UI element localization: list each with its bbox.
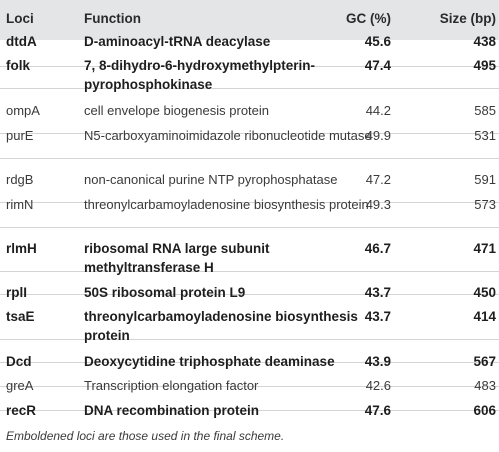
row-divider	[0, 227, 499, 228]
cell-size: 531	[474, 128, 496, 143]
cell-size: 450	[473, 285, 496, 300]
cell-locus: rlmH	[6, 241, 37, 256]
cell-size: 585	[474, 103, 496, 118]
cell-size: 495	[473, 58, 496, 73]
header-loci: Loci	[6, 11, 34, 26]
cell-gc: 43.9	[364, 354, 391, 369]
cell-gc: 45.6	[364, 34, 391, 49]
cell-gc: 44.2	[365, 103, 391, 118]
header-gc: GC (%)	[346, 11, 391, 26]
cell-gc: 49.3	[365, 197, 391, 212]
cell-function: Deoxycytidine triphosphate deaminase	[84, 354, 335, 369]
cell-size: 591	[474, 172, 496, 187]
cell-function: 7, 8-dihydro-6-hydroxymethylpterin-pyrophosphokinase	[84, 58, 316, 92]
cell-locus: ompA	[6, 103, 40, 118]
row-divider	[0, 158, 499, 159]
cell-function: DNA recombination protein	[84, 403, 260, 418]
cell-gc: 47.6	[364, 403, 391, 418]
cell-locus: Dcd	[6, 354, 32, 369]
cell-gc: 49.9	[365, 128, 391, 143]
cell-gc: 42.6	[365, 378, 391, 393]
cell-locus: recR	[6, 403, 37, 418]
cell-size: 567	[473, 354, 496, 369]
cell-function: threonylcarbamoyladenosine biosynthesis protein	[84, 309, 358, 343]
cell-size: 414	[473, 309, 496, 324]
cell-locus: folk	[6, 58, 31, 73]
cell-gc: 47.4	[364, 58, 391, 73]
cell-function: Transcription elongation factor	[84, 378, 259, 393]
cell-function: non-canonical purine NTP pyrophosphatase	[84, 172, 338, 187]
cell-locus: rplI	[6, 285, 28, 300]
cell-size: 573	[474, 197, 496, 212]
cell-gc: 43.7	[364, 285, 391, 300]
cell-locus: rdgB	[6, 172, 34, 187]
cell-size: 606	[473, 403, 496, 418]
cell-locus: purE	[6, 128, 34, 143]
cell-size: 483	[474, 378, 496, 393]
header-size: Size (bp)	[439, 11, 496, 26]
cell-function: threonylcarbamoyladenosine biosynthesis protein	[84, 197, 369, 212]
cell-function: D-aminoacyl-tRNA deacylase	[84, 34, 271, 49]
cell-gc: 43.7	[364, 309, 391, 324]
cell-size: 438	[473, 34, 496, 49]
header-function: Function	[84, 11, 141, 26]
cell-function: ribosomal RNA large subunit methyltransferase H	[84, 241, 270, 275]
cell-locus: dtdA	[6, 34, 37, 49]
cell-size: 471	[473, 241, 496, 256]
cell-function: N5-carboxyaminoimidazole ribonucleotide mutase	[84, 128, 372, 143]
cell-function: 50S ribosomal protein L9	[84, 285, 246, 300]
cell-locus: greA	[6, 378, 34, 393]
cell-function: cell envelope biogenesis protein	[84, 103, 270, 118]
cell-locus: tsaE	[6, 309, 35, 324]
cell-gc: 47.2	[365, 172, 391, 187]
table-footnote: Emboldened loci are those used in the final scheme.	[6, 429, 285, 443]
cell-locus: rimN	[6, 197, 34, 212]
cell-gc: 46.7	[364, 241, 391, 256]
